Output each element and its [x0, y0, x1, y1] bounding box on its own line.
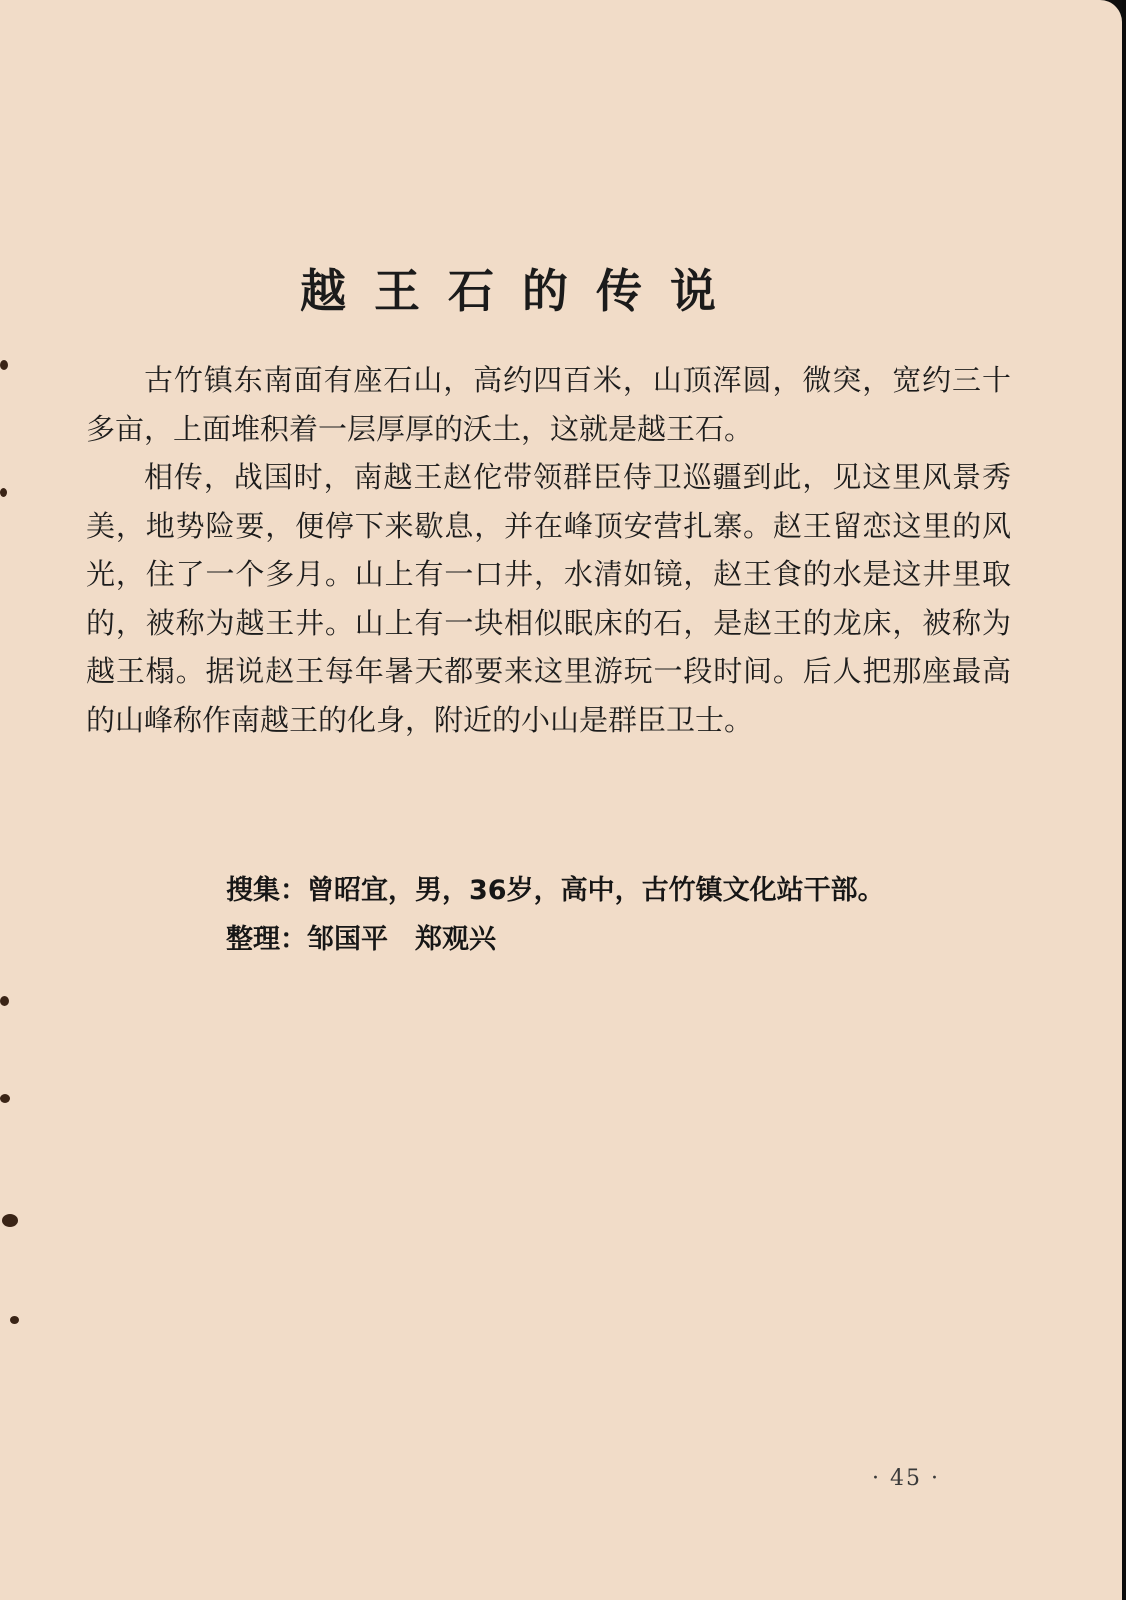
binding-mark: [2, 1214, 18, 1227]
paragraph: 古竹镇东南面有座石山，高约四百米，山顶浑圆，微突，宽约三十多亩，上面堆积着一层厚厚的沃土，这就是越王石。: [86, 363, 1011, 446]
binding-mark: [0, 996, 9, 1006]
binding-mark: [0, 1094, 10, 1103]
body-text: [86, 356, 1011, 744]
scan-edge: [1122, 0, 1126, 1600]
page-number: · 45 ·: [872, 1466, 940, 1491]
paragraph: 相传，战国时，南越王赵佗带领群臣侍卫巡疆到此，见这里风景秀美，地势险要，便停下来歇息，并在峰顶安营扎寨。赵王留恋这里的风光，住了一个多月。山上有一口井，水清如镜，赵王食的水是这井里取的，被称为越王井。山上有一块相似眠床的石，是赵王的龙床，被称为越王榻。据说赵王每年暑天都要来这里游玩一段时间。后人把那座最高的山峰称作南越王的化身，附近的小山是群臣卫士。: [86, 460, 1011, 737]
collector-credit: 搜集：曾昭宜，男，36岁，高中，古竹镇文化站干部。: [226, 875, 885, 906]
editor-credit: 整理：邹国平 郑观兴: [226, 924, 496, 955]
binding-mark: [10, 1316, 19, 1324]
credits: [226, 866, 1046, 964]
binding-mark: [0, 360, 8, 370]
binding-mark: [0, 488, 7, 497]
document-title: 越王石的传说: [300, 264, 744, 318]
